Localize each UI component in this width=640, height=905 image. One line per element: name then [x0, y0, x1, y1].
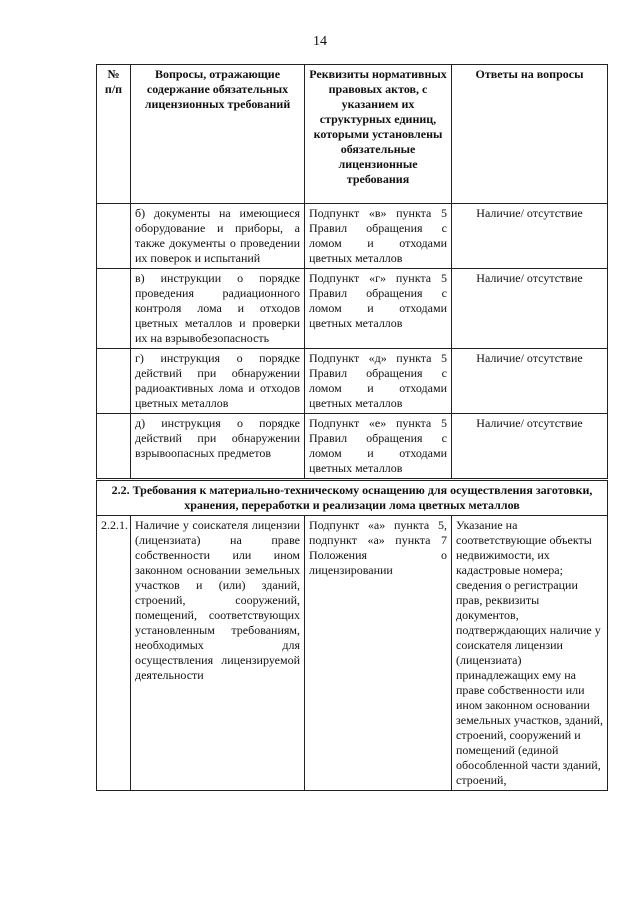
row-requisite: Подпункт «в» пункта 5 Правил обращения с ломом и отходами цветных металлов — [305, 204, 452, 269]
row-num: 2.2.1. — [97, 516, 131, 791]
table-row — [97, 516, 608, 791]
row-question: д) инструкция о порядке действий при обнаружении взрывоопасных предметов — [131, 414, 305, 480]
row-requisite: Подпункт «г» пункта 5 Правил обращения с ломом и отходами цветных металлов — [305, 269, 452, 349]
header-requisites: Реквизиты нормативных правовых актов, с указанием их структурных единиц, которыми установлены обязательные лицензионные требования — [305, 65, 452, 204]
row-num — [97, 414, 131, 480]
row-question: г) инструкция о порядке действий при обнаружении радиоактивных лома и отходов цветных металлов — [131, 349, 305, 414]
table-row — [97, 414, 608, 480]
row-answer: Указание на соответствующие объекты недвижимости, их кадастровые номера; сведения о регистрации прав, реквизиты документов, подтверждающих наличие у соискателя лицензии (лицензиата) принадлежащих ему на праве собственности или ином законном основании земельных участков, зданий, строений, сооружений и помещений (единой обособленной части зданий, строений, — [452, 516, 608, 791]
row-requisite: Подпункт «е» пункта 5 Правил обращения с ломом и отходами цветных металлов — [305, 414, 452, 480]
table-header-row — [97, 65, 608, 204]
row-num — [97, 204, 131, 269]
requirements-table — [96, 64, 608, 791]
header-num: № п/п — [97, 65, 131, 204]
row-question: в) инструкции о порядке проведения радиационного контроля лома и отходов цветных металлов и проверки их на взрывобезопасность — [131, 269, 305, 349]
row-num — [97, 349, 131, 414]
table-row — [97, 204, 608, 269]
row-question: б) документы на имеющиеся оборудование и приборы, а также документы о проведении их поверок и испытаний — [131, 204, 305, 269]
section-row — [97, 480, 608, 516]
page-number: 14 — [313, 34, 327, 49]
table-row — [97, 349, 608, 414]
header-questions: Вопросы, отражающие содержание обязательных лицензионных требований — [131, 65, 305, 204]
row-num — [97, 269, 131, 349]
section-title: 2.2. Требования к материально-техническому оснащению для осуществления заготовки, хранения, переработки и реализации лома цветных металлов — [97, 480, 608, 516]
row-answer: Наличие/ отсутствие — [452, 269, 608, 349]
row-answer: Наличие/ отсутствие — [452, 349, 608, 414]
row-answer: Наличие/ отсутствие — [452, 414, 608, 480]
table-row — [97, 269, 608, 349]
row-requisite: Подпункт «д» пункта 5 Правил обращения с ломом и отходами цветных металлов — [305, 349, 452, 414]
row-requisite: Подпункт «а» пункта 5, подпункт «а» пункта 7 Положения о лицензировании — [305, 516, 452, 791]
row-answer: Наличие/ отсутствие — [452, 204, 608, 269]
row-question: Наличие у соискателя лицензии (лицензиата) на праве собственности или ином законном основании земельных участков и (или) зданий, строений, сооружений, помещений, соответствующих установленным требованиям, необходимых для осуществления лицензируемой деятельности — [131, 516, 305, 791]
header-answers: Ответы на вопросы — [452, 65, 608, 204]
